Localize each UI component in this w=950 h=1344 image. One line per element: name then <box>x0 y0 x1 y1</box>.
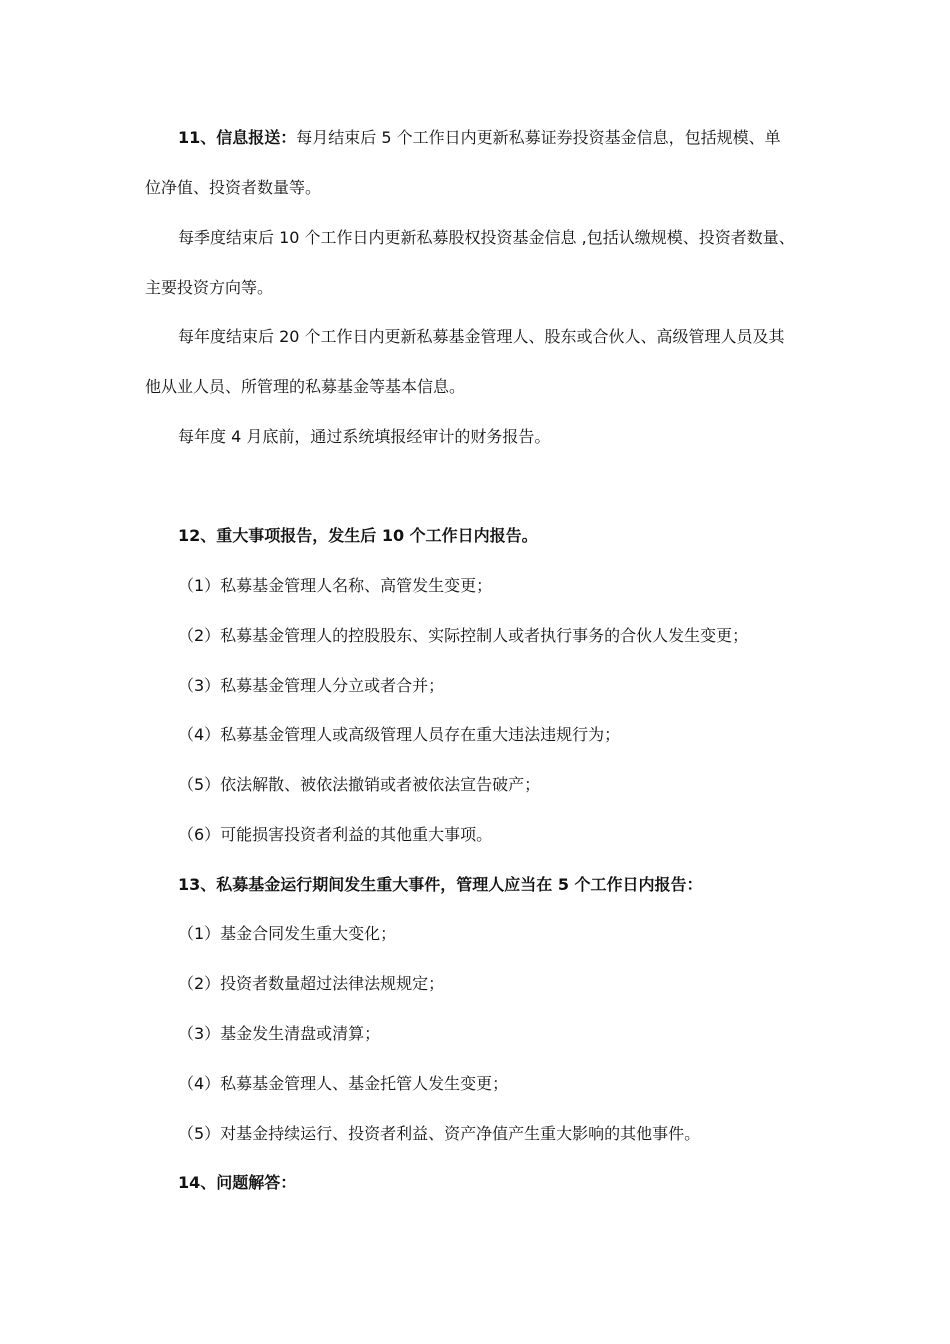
section-11-monthly-continuation: 位净值、投资者数量等。 <box>145 178 322 197</box>
section-11-paragraph-1 <box>178 127 781 149</box>
section-11-quarterly-text: 每季度结束后 10 个工作日内更新私募股权投资基金信息 ,包括认缴规模、投资者数量、 <box>178 228 795 247</box>
section-11-heading: 11、信息报送： <box>178 128 297 147</box>
section-12-heading: 12、重大事项报告，发生后 10 个工作日内报告。 <box>178 526 538 545</box>
section-11-monthly-text: 每月结束后 5 个工作日内更新私募证券投资基金信息，包括规模、单 <box>296 128 781 147</box>
section-11-annual-continuation: 他从业人员、所管理的私募基金等基本信息。 <box>145 377 466 396</box>
section-12-item: （6）可能损害投资者利益的其他重大事项。 <box>178 825 493 844</box>
section-12-item: （2）私募基金管理人的控股股东、实际控制人或者执行事务的合伙人发生变更； <box>178 626 749 645</box>
section-13-item: （3）基金发生清盘或清算； <box>178 1024 381 1043</box>
section-12-item: （3）私募基金管理人分立或者合并； <box>178 676 445 695</box>
section-12-item: （4）私募基金管理人或高级管理人员存在重大违法违规行为； <box>178 725 621 744</box>
section-14-heading: 14、问题解答： <box>178 1173 297 1192</box>
section-12-item: （5）依法解散、被依法撤销或者被依法宣告破产； <box>178 775 541 794</box>
section-13-item: （5）对基金持续运行、投资者利益、资产净值产生重大影响的其他事件。 <box>178 1124 701 1143</box>
section-13-item: （4）私募基金管理人、基金托管人发生变更； <box>178 1074 509 1093</box>
section-11-audit-text: 每年度 4 月底前，通过系统填报经审计的财务报告。 <box>178 427 551 446</box>
section-13-item: （1）基金合同发生重大变化； <box>178 924 397 943</box>
section-13-heading: 13、私募基金运行期间发生重大事件，管理人应当在 5 个工作日内报告： <box>178 875 703 894</box>
section-13-item: （2）投资者数量超过法律法规规定； <box>178 974 445 993</box>
section-11-annual-text: 每年度结束后 20 个工作日内更新私募基金管理人、股东或合伙人、高级管理人员及其 <box>178 327 785 346</box>
section-11-quarterly-continuation: 主要投资方向等。 <box>145 278 274 297</box>
section-12-item: （1）私募基金管理人名称、高管发生变更； <box>178 576 493 595</box>
